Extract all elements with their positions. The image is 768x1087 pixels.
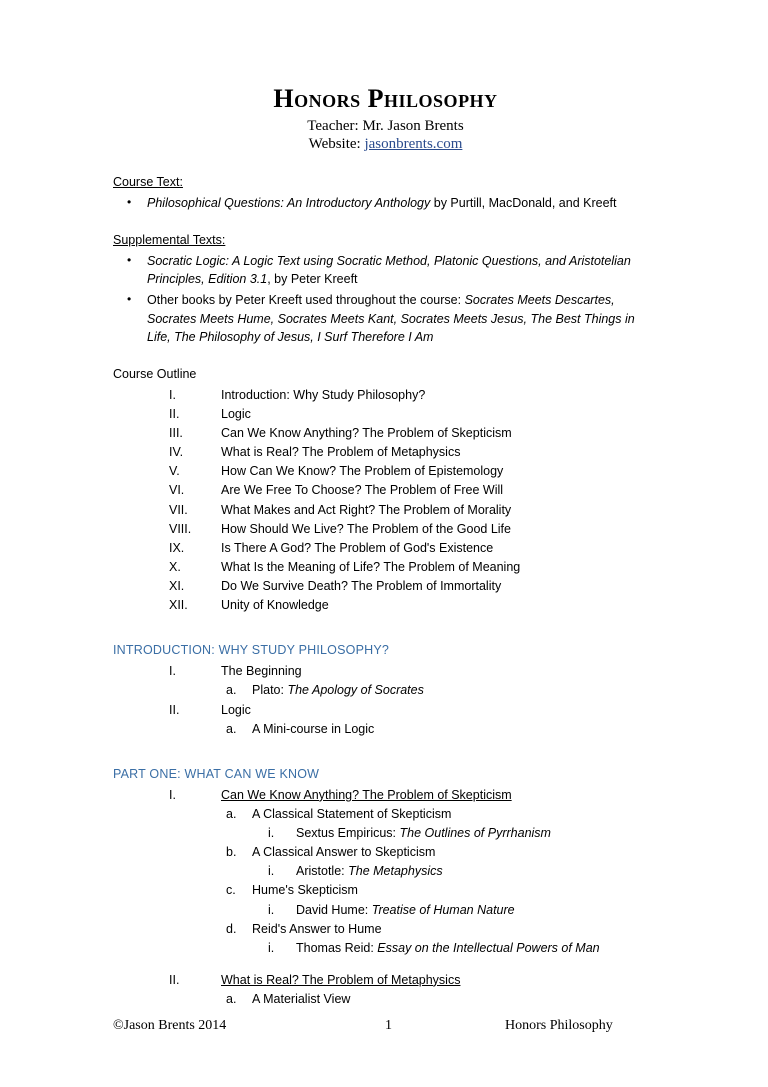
course-text-list xyxy=(113,194,658,212)
footer-copyright: ©Jason Brents 2014 xyxy=(113,1018,227,1033)
outline-plain: Hume's Skepticism xyxy=(252,883,358,898)
outline-text: Do We Survive Death? The Problem of Immortality xyxy=(221,579,502,593)
outline-plain: Sextus Empiricus: xyxy=(296,826,400,840)
outline-num: i. xyxy=(268,902,275,917)
outline-num: a. xyxy=(226,992,237,1006)
website-label: Website: xyxy=(308,136,365,152)
outline-text: Are We Free To Choose? The Problem of Free Will xyxy=(221,483,504,498)
course-text-heading: Course Text: xyxy=(113,175,183,189)
outline-num: IX. xyxy=(169,540,185,555)
outline-row xyxy=(113,520,658,538)
outline-row xyxy=(113,405,658,423)
outline-text xyxy=(296,824,551,842)
outline-plain: David Hume: xyxy=(296,902,372,917)
outline-row xyxy=(113,462,658,480)
outline-text: Unity of Knowledge xyxy=(221,598,329,613)
outline-italic: The Outlines of Pyrrhanism xyxy=(399,826,551,840)
outline-num: II. xyxy=(169,406,180,421)
page-title: Honors Philosophy xyxy=(273,84,498,113)
outline-num: I. xyxy=(169,387,176,402)
course-outline-heading: Course Outline xyxy=(113,366,197,381)
outline-num: b. xyxy=(226,845,237,860)
outline-row xyxy=(113,481,658,499)
outline-plain: Thomas Reid: xyxy=(296,940,378,955)
outline-num: II. xyxy=(169,702,180,717)
outline-row xyxy=(113,386,658,404)
outline-row xyxy=(113,862,658,880)
outline-num: IV. xyxy=(169,445,184,460)
outline-row xyxy=(113,443,658,461)
part-one-heading: PART ONE: WHAT CAN WE KNOW xyxy=(113,766,320,781)
outline-row xyxy=(113,596,658,614)
outline-text: How Should We Live? The Problem of the Good Life xyxy=(221,521,511,536)
outline-text xyxy=(252,805,451,823)
outline-row xyxy=(113,662,658,680)
list-item xyxy=(113,252,658,288)
page-footer xyxy=(113,1018,658,1034)
outline-num: i. xyxy=(268,826,275,840)
outline-num: XI. xyxy=(169,579,185,593)
outline-text: How Can We Know? The Problem of Epistemology xyxy=(221,464,504,479)
outline-row xyxy=(113,824,658,842)
outline-text: Logic xyxy=(221,406,251,421)
outline-text: What is Real? The Problem of Metaphysics xyxy=(221,972,461,987)
outline-row xyxy=(113,971,658,989)
outline-text xyxy=(252,681,424,699)
outline-num: II. xyxy=(169,972,180,987)
footer-page-number: 1 xyxy=(385,1018,392,1033)
outline-italic: Essay on the Intellectual Powers of Man xyxy=(377,940,600,955)
outline-num: X. xyxy=(169,559,181,574)
outline-italic: The Apology of Socrates xyxy=(287,683,424,698)
outline-num: XII. xyxy=(169,598,188,613)
outline-row xyxy=(113,805,658,823)
list-item xyxy=(113,291,658,345)
outline-num: VII. xyxy=(169,502,188,517)
outline-num: a. xyxy=(226,721,237,736)
outline-row xyxy=(113,920,658,938)
website-line xyxy=(113,136,658,153)
supplemental-texts-list xyxy=(113,252,658,346)
course-text-authors: by Purtill, MacDonald, and Kreeft xyxy=(430,196,617,210)
outline-row xyxy=(113,881,658,899)
course-text-title: Philosophical Questions: An Introductory Anthology xyxy=(147,196,431,210)
outline-text xyxy=(252,881,358,899)
supplemental-lead-2: Other books by Peter Kreeft used throughout the course: xyxy=(147,293,465,308)
outline-text xyxy=(296,939,600,957)
course-outline-list xyxy=(113,386,658,615)
outline-num: i. xyxy=(268,864,275,879)
outline-text xyxy=(296,901,515,919)
outline-plain: A Classical Answer to Skepticism xyxy=(252,845,436,860)
website-link[interactable]: jasonbrents.com xyxy=(364,136,463,152)
outline-text: Introduction: Why Study Philosophy? xyxy=(221,387,426,402)
outline-plain: A Classical Statement of Skepticism xyxy=(252,806,452,821)
outline-row xyxy=(113,558,658,576)
outline-text xyxy=(252,990,350,1008)
outline-plain: A Materialist View xyxy=(252,992,351,1006)
supplemental-author-1: , by Peter Kreeft xyxy=(267,272,358,287)
outline-num: V. xyxy=(169,464,180,479)
outline-italic: The Metaphysics xyxy=(348,864,443,879)
footer-doc-name: Honors Philosophy xyxy=(505,1018,613,1033)
outline-row xyxy=(113,577,658,595)
outline-row xyxy=(113,720,658,738)
outline-row xyxy=(113,681,658,699)
outline-row xyxy=(113,939,658,957)
outline-text: What is Real? The Problem of Metaphysics xyxy=(221,445,461,460)
outline-plain: A Mini-course in Logic xyxy=(252,721,375,736)
outline-row xyxy=(113,786,658,804)
outline-num: a. xyxy=(226,683,237,698)
outline-row xyxy=(113,501,658,519)
outline-num: a. xyxy=(226,806,237,821)
outline-text xyxy=(296,862,443,880)
outline-text xyxy=(252,843,435,861)
supplemental-title-1: Socratic Logic: A Logic Text using Socratic Method, Platonic Questions, and Aristotelian Principles, Edition 3.1 xyxy=(147,254,631,287)
intro-section-list xyxy=(113,662,658,738)
outline-num: I. xyxy=(169,787,176,802)
outline-text xyxy=(252,920,382,938)
outline-plain: Plato: xyxy=(252,683,288,698)
outline-num: c. xyxy=(226,883,236,898)
outline-num: i. xyxy=(268,940,275,955)
outline-text: The Beginning xyxy=(221,664,302,679)
outline-text: Can We Know Anything? The Problem of Skepticism xyxy=(221,426,512,440)
outline-row xyxy=(113,843,658,861)
list-item xyxy=(113,194,658,212)
outline-text: What Makes and Act Right? The Problem of Morality xyxy=(221,502,512,517)
outline-italic: Treatise of Human Nature xyxy=(371,902,515,917)
teacher-line: Teacher: Mr. Jason Brents xyxy=(307,118,464,134)
outline-num: I. xyxy=(169,664,176,679)
outline-plain: Reid's Answer to Hume xyxy=(252,921,382,936)
intro-section-heading: INTRODUCTION: WHY STUDY PHILOSOPHY? xyxy=(113,643,390,658)
outline-num: III. xyxy=(169,426,183,440)
outline-text: What Is the Meaning of Life? The Problem of Meaning xyxy=(221,559,521,574)
supplemental-texts-heading: Supplemental Texts: xyxy=(113,233,226,248)
part-one-list xyxy=(113,786,658,1008)
document-body xyxy=(113,84,658,1009)
outline-row xyxy=(113,901,658,919)
outline-row xyxy=(113,424,658,442)
supplemental-title-2: Socrates Meets Descartes, Socrates Meets Hume, Socrates Meets Kant, Socrates Meets Jesus, The Best Things in Life, The Philosophy of Jesus, I Surf Therefore I Am xyxy=(147,293,635,344)
outline-row xyxy=(113,701,658,719)
outline-text: Logic xyxy=(221,702,251,717)
outline-plain: Aristotle: xyxy=(296,864,349,879)
outline-num: VIII. xyxy=(169,521,192,536)
outline-row xyxy=(113,539,658,557)
outline-num: d. xyxy=(226,921,237,936)
outline-row xyxy=(113,990,658,1008)
outline-text xyxy=(252,720,374,738)
outline-num: VI. xyxy=(169,483,185,498)
outline-text: Is There A God? The Problem of God's Existence xyxy=(221,540,494,555)
outline-text: Can We Know Anything? The Problem of Skepticism xyxy=(221,787,512,802)
